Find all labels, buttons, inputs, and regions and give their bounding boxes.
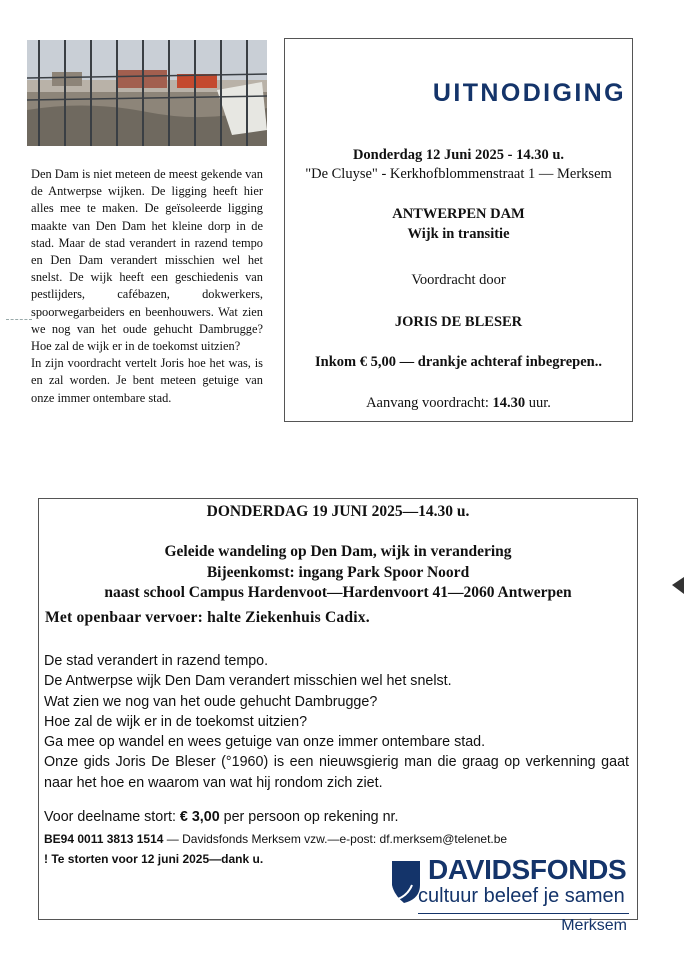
logo-tagline: cultuur beleef je samen [418,885,625,907]
iban: BE94 0011 3813 1514 [44,832,164,846]
invitation-title: UITNODIGING [432,79,626,107]
account-holder-email: — Davidsfonds Merksem vzw.—e-post: df.merksem@telenet.be [163,832,508,846]
lecture-date: Donderdag 12 Juni 2025 - 14.30 u. [352,147,565,163]
walk-address: naast school Campus Hardenvoot—Hardenvoort 41—2060 Antwerpen [104,584,572,601]
invitation-box [284,38,633,422]
lecture-subtopic: Wijk in transitie [407,226,510,242]
start-label: Aanvang voordracht: [366,395,493,411]
bank-account [44,832,507,846]
start-suffix: uur. [525,395,551,411]
walk-line: Wat zien we nog van het oude gehucht Dambrugge? [44,693,378,710]
scan-marker-icon [670,576,686,596]
logo-branch: Merksem [561,917,627,934]
walk-line: Onze gids Joris De Bleser (°1960) is een nieuwsgierig man die graag op verkenning gaat naar het hoe en waarom van wat hij rondom zich ziet. [44,754,629,791]
lecture-location: "De Cluyse" - Kerkhofblommenstraat 1 — Merksem [305,166,612,182]
walk-transport: Met openbaar vervoer: halte Ziekenhuis Cadix. [45,609,370,626]
walk-line: De stad verandert in razend tempo. [44,653,269,669]
walk-line: Hoe zal de wijk er in de toekomst uitzien? [44,713,308,730]
start-time: 14.30 [492,395,526,411]
intro-paragraph-2: In zijn voordracht vertelt Joris hoe het was, is en zal worden. Je bent meteen getuige van onze immer ontembare stad. [31,356,263,405]
davidsfonds-logo [390,856,635,938]
payment-label: Voor deelname stort: [44,809,180,825]
payment-suffix: per persoon op rekening nr. [219,809,399,825]
walk-line: Ga mee op wandel en wees getuige van onze immer ontembare stad. [44,734,486,751]
payment-info [44,809,399,825]
walk-meeting: Bijeenkomst: ingang Park Spoor Noord [206,564,470,581]
walk-date: DONDERDAG 19 JUNI 2025—14.30 u. [206,503,470,520]
payment-deadline: ! Te storten voor 12 juni 2025—dank u. [44,852,264,866]
scan-artifact [6,319,32,320]
logo-divider [418,913,629,914]
den-dam-photo [27,40,267,146]
lecture-by-label: Voordracht door [411,272,506,288]
logo-name: DAVIDSFONDS [428,854,627,885]
intro-paragraph: Den Dam is niet meteen de meest gekende van de Antwerpse wijken. De ligging heeft hier alles mee te maken. De geïsoleerde ligging maakte van Den Dam het kleine dorp in de stad. Maar de stad verandert in razend tempo en Den Dam verandert misschien wel het snelst. De wijk heeft een geschiedenis van pestlijders, cafébazen, dokwerkers, spoorwegarbeiders en beenhouwers. Wat zien we nog van het oude gehucht Dambrugge? Hoe zal de wijk er in de toekomst uitzien? [31,167,263,354]
walk-description [44,651,629,793]
payment-amount: € 3,00 [179,809,220,825]
speaker-name: JORIS DE BLESER [394,314,523,330]
entry-fee: Inkom € 5,00 — drankje achteraf inbegrepen.. [315,354,602,370]
lecture-topic: ANTWERPEN DAM [392,206,525,222]
walk-line: De Antwerpse wijk Den Dam verandert misschien wel het snelst. [44,673,452,690]
lecture-start [285,395,632,412]
intro-text [31,166,263,407]
walk-title: Geleide wandeling op Den Dam, wijk in verandering [164,543,512,560]
